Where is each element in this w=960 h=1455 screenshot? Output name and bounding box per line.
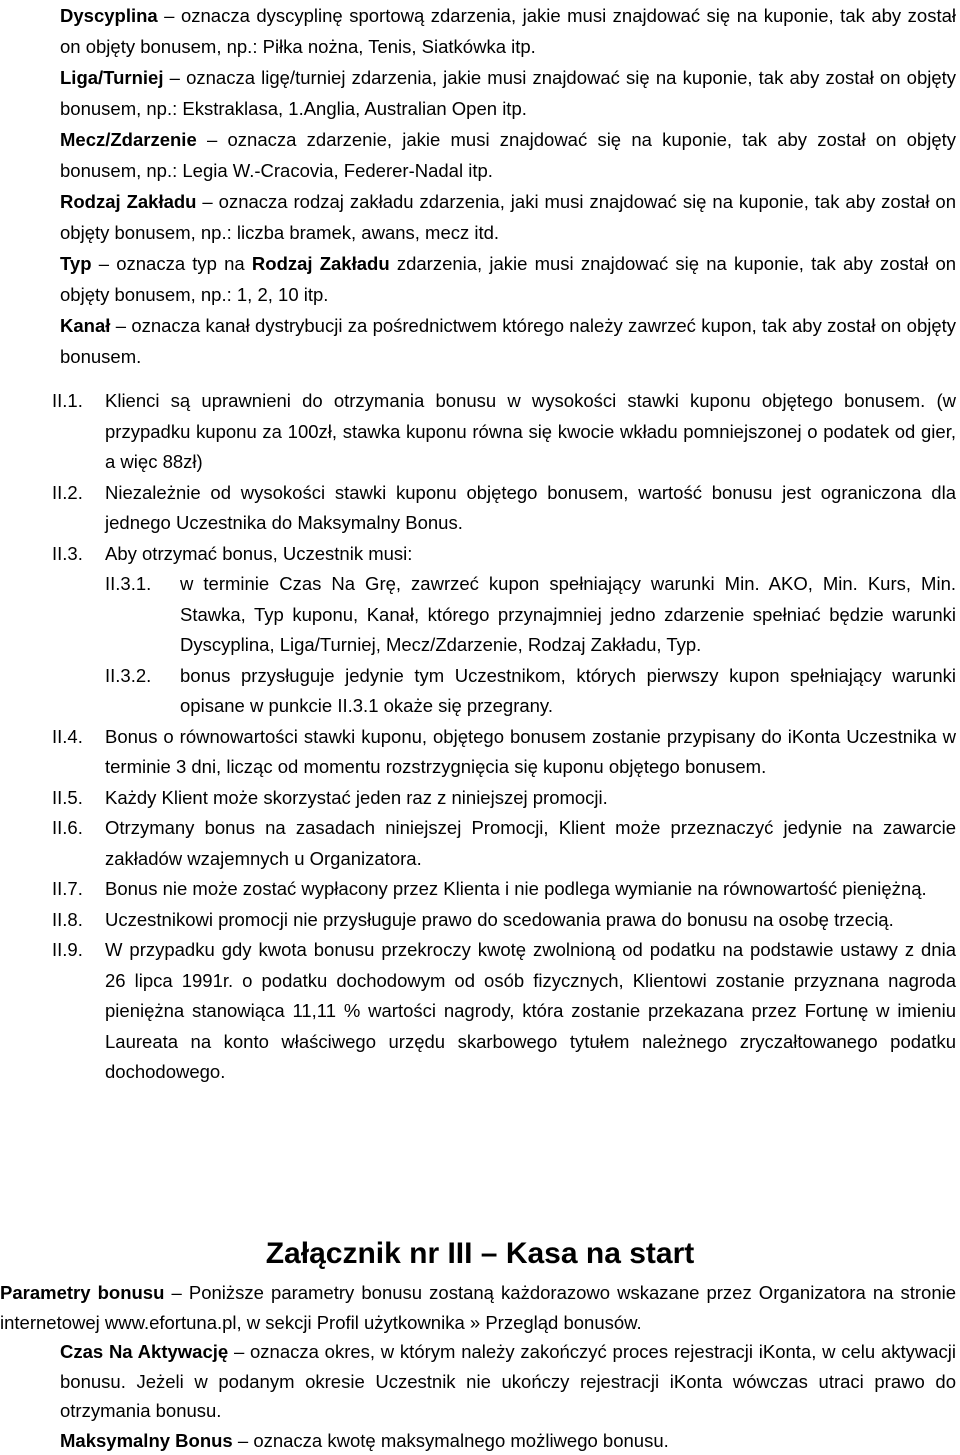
definition-term: Kanał	[60, 315, 110, 336]
dash: –	[99, 253, 109, 274]
rule-text: Każdy Klient może skorzystać jeden raz z niniejszej promocji.	[105, 783, 956, 814]
rule-text: Bonus o równowartości stawki kuponu, objętego bonusem zostanie przypisany do iKonta Uczestnika w terminie 3 dni, licząc od momentu rozstrzygnięcia się kuponu objętego bonusem.	[105, 722, 956, 783]
definition-text: oznacza dyscyplinę sportową zdarzenia, jakie musi znajdować się na kuponie, tak aby został on objęty bonusem, np.: Piłka nożna, Tenis, Siatkówka itp.	[60, 5, 956, 57]
rule-number: II.4.	[52, 722, 105, 783]
definition-text: oznacza rodzaj zakładu zdarzenia, jaki musi znajdować się na kuponie, tak aby został on objęty bonusem, np.: liczba bramek, awans, mecz itd.	[60, 191, 956, 243]
definition-text: oznacza kanał dystrybucji za pośrednictwem którego należy zawrzeć kupon, tak aby został on objęty bonusem.	[60, 315, 956, 367]
rule-item	[52, 935, 956, 1088]
dash: –	[202, 191, 212, 212]
definition-term: Typ	[60, 253, 92, 274]
rule-text: Niezależnie od wysokości stawki kuponu objętego bonusem, wartość bonusu jest ograniczona dla jednego Uczestnika do Maksymalny Bonus.	[105, 478, 956, 539]
definition-typ	[60, 248, 956, 310]
dash: –	[207, 129, 217, 150]
dash: –	[234, 1341, 244, 1362]
rule-number: II.3.	[52, 539, 105, 570]
annex-text: oznacza okres, w którym należy zakończyć proces rejestracji iKonta, w celu aktywacji bonusu. Jeżeli w podanym okresie Uczestnik nie ukończy rejestracji iKonta wówczas utraci prawo do otrzymania bonusu.	[60, 1341, 956, 1421]
definition-inline-term: Rodzaj Zakładu	[252, 253, 390, 274]
definition-mecz-zdarzenie	[60, 124, 956, 186]
annex-text: oznacza kwotę maksymalnego możliwego bonusu.	[253, 1430, 668, 1451]
rule-number: II.2.	[52, 478, 105, 539]
rule-text: bonus przysługuje jedynie tym Uczestnikom, których pierwszy kupon spełniający warunki opisane w punkcie II.3.1 okaże się przegrany.	[180, 661, 956, 722]
rule-number: II.8.	[52, 905, 105, 936]
rule-number: II.6.	[52, 813, 105, 874]
rule-subitem	[105, 661, 956, 722]
rule-text: Bonus nie może zostać wypłacony przez Klienta i nie podlega wymianie na równowartość pieniężną.	[105, 874, 956, 905]
definitions-list	[60, 0, 956, 372]
definition-text: oznacza zdarzenie, jakie musi znajdować się na kuponie, tak aby został on objęty bonusem, np.: Legia W.-Cracovia, Federer-Nadal itp.	[60, 129, 956, 181]
rule-number: II.3.2.	[105, 661, 180, 722]
definition-term: Liga/Turniej	[60, 67, 163, 88]
rule-text: W przypadku gdy kwota bonusu przekroczy kwotę zwolnioną od podatku na podstawie ustawy z dnia 26 lipca 1991r. o podatku dochodowym od osób fizycznych, Klientowi zostanie przyznana nagroda pieniężna stanowiąca 11,11 % wartości nagrody, która zostanie przekazana przez Fortunę w imieniu Laureata na konto właściwego urzędu skarbowego tytułem należnego zryczałtowanego podatku dochodowego.	[105, 935, 956, 1088]
rule-subitem	[105, 569, 956, 661]
rule-text: Otrzymany bonus na zasadach niniejszej Promocji, Klient może przeznaczyć jedynie na zawarcie zakładów wzajemnych u Organizatora.	[105, 813, 956, 874]
annex-params	[0, 1278, 956, 1337]
rule-item	[52, 539, 956, 570]
rule-text: w terminie Czas Na Grę, zawrzeć kupon spełniający warunki Min. AKO, Min. Kurs, Min. Stawka, Typ kuponu, Kanał, którego przynajmniej jedno zdarzenie spełniać będzie warunki Dyscyplina, Liga/Turniej, Mecz/Zdarzenie, Rodzaj Zakładu, Typ.	[180, 569, 956, 661]
definition-term: Rodzaj Zakładu	[60, 191, 196, 212]
rule-text: Aby otrzymać bonus, Uczestnik musi:	[105, 539, 956, 570]
annex-term: Parametry bonusu	[0, 1282, 164, 1303]
rule-number: II.9.	[52, 935, 105, 1088]
annex-max-bonus	[60, 1426, 956, 1455]
definition-text: oznacza ligę/turniej zdarzenia, jakie musi znajdować się na kuponie, tak aby został on objęty bonusem, np.: Ekstraklasa, 1.Anglia, Australian Open itp.	[60, 67, 956, 119]
rules-list	[52, 386, 956, 1088]
annex-term: Czas Na Aktywację	[60, 1341, 228, 1362]
dash: –	[164, 5, 174, 26]
dash: –	[116, 315, 126, 336]
annex-term: Maksymalny Bonus	[60, 1430, 233, 1451]
definition-term: Mecz/Zdarzenie	[60, 129, 197, 150]
definition-liga-turniej	[60, 62, 956, 124]
rule-item	[52, 783, 956, 814]
rule-item	[52, 813, 956, 874]
definition-dyscyplina	[60, 0, 956, 62]
rule-number: II.1.	[52, 386, 105, 478]
rule-item	[52, 478, 956, 539]
annex-heading: Załącznik nr III – Kasa na start	[0, 1234, 960, 1274]
annex-section	[0, 1278, 956, 1455]
definition-text: oznacza typ na	[116, 253, 245, 274]
rule-text: Klienci są uprawnieni do otrzymania bonusu w wysokości stawki kuponu objętego bonusem. (w przypadku kuponu za 100zł, stawka kuponu równa się kwocie wkładu pomniejszonej o podatek od gier, a więc 88zł)	[105, 386, 956, 478]
rule-item	[52, 386, 956, 478]
annex-text: Poniższe parametry bonusu zostaną każdorazowo wskazane przez Organizatora na stronie internetowej www.efortuna.pl, w sekcji Profil użytkownika » Przegląd bonusów.	[0, 1282, 956, 1333]
definition-term: Dyscyplina	[60, 5, 158, 26]
definition-text: zdarzenia, jakie musi znajdować się na kuponie, tak aby został on objęty bonusem, np.: 1, 2, 10 itp.	[60, 253, 956, 305]
rule-number: II.7.	[52, 874, 105, 905]
dash: –	[170, 67, 180, 88]
rule-item	[52, 722, 956, 783]
definition-rodzaj-zakladu	[60, 186, 956, 248]
rule-item	[52, 905, 956, 936]
rule-number: II.5.	[52, 783, 105, 814]
dash: –	[171, 1282, 181, 1303]
rule-item	[52, 874, 956, 905]
rule-number: II.3.1.	[105, 569, 180, 661]
definition-kanal	[60, 310, 956, 372]
annex-activation	[60, 1337, 956, 1426]
rule-text: Uczestnikowi promocji nie przysługuje prawo do scedowania prawa do bonusu na osobę trzecią.	[105, 905, 956, 936]
dash: –	[238, 1430, 248, 1451]
